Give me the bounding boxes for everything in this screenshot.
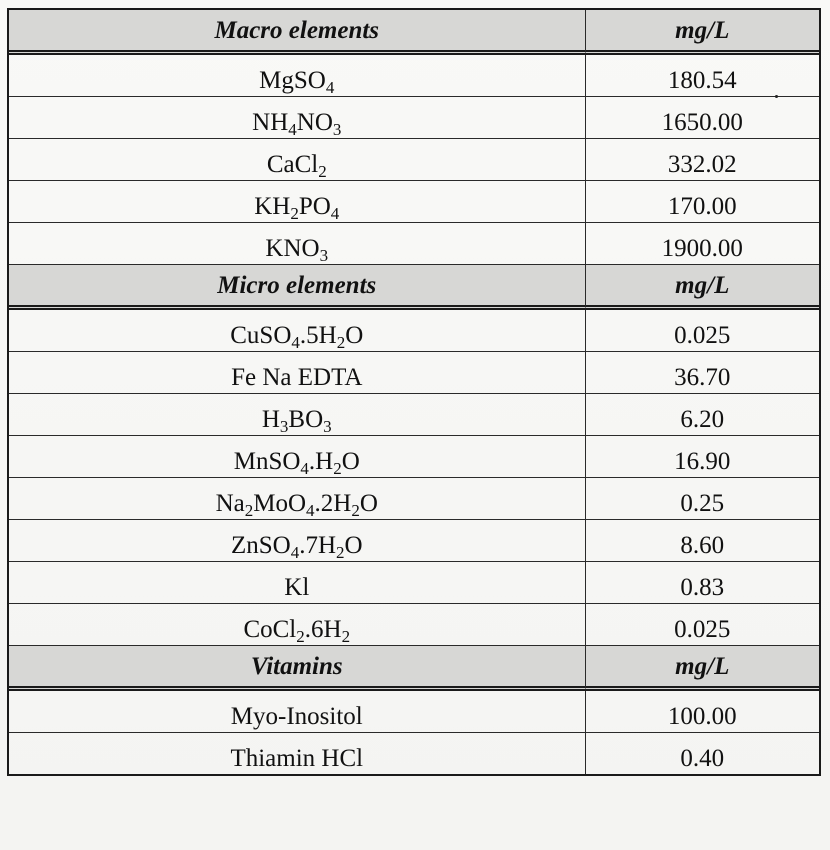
compound-cell [9,55,586,97]
formula-subscript: 3 [279,417,289,436]
formula-text: O [344,532,363,559]
table-row [9,394,819,436]
value-cell: 180.54 [586,55,819,97]
table-row [9,97,819,139]
formula-subscript: 4 [300,459,309,478]
section-title: Vitamins [9,646,586,691]
formula-text: Kl [284,574,310,601]
formula-text: .5H [299,322,337,349]
compound-cell [9,562,586,604]
formula-text: ZnSO [230,532,291,559]
table-row [9,478,819,520]
formula-subscript: 2 [318,162,327,181]
table-row [9,691,819,733]
formula-text: .7H [299,532,336,559]
table-row [9,223,819,265]
value-cell: 0.025 [586,604,819,646]
formula-subscript: 4 [288,120,297,139]
compound-cell [9,394,586,436]
formula-text: CaCl [266,151,319,178]
formula-text: .6H [304,616,342,643]
value-cell: 36.70 [586,352,819,394]
formula-text: O [341,448,360,475]
formula-subscript: 3 [332,120,342,139]
formula-subscript: 2 [333,459,342,478]
compound-cell [9,478,586,520]
formula-text: Thiamin HCl [230,745,364,772]
section-header-vitamins [9,646,819,691]
table-row [9,436,819,478]
table-row [9,55,819,97]
value-cell: 16.90 [586,436,819,478]
table-row [9,139,819,181]
formula-subscript: 2 [296,627,305,646]
unit-header: mg/L [586,646,819,691]
table-row [9,562,819,604]
value-cell: 100.00 [586,691,819,733]
formula-text: BO [288,406,324,433]
value-cell: 332.02 [586,139,819,181]
formula-text: Myo-Inositol [230,703,363,730]
compound-cell [9,733,586,774]
formula-subscript: 3 [323,417,332,436]
value-cell: 0.83 [586,562,819,604]
value-cell: 0.40 [680,745,725,772]
formula-text: H [261,406,280,433]
formula-text: O [345,322,364,349]
value-cell: 8.60 [586,520,819,562]
formula-subscript: 4 [290,543,300,562]
table-row [9,604,819,646]
formula-subscript: 4 [306,501,315,520]
compound-cell [9,436,586,478]
compound-cell [9,181,586,223]
formula-text: O [359,490,378,517]
formula-subscript: 2 [244,501,254,520]
value-cell: 1650.00 [586,97,819,139]
formula-text: NH [252,109,289,136]
table-row [9,733,819,774]
formula-subscript: 4 [330,204,340,223]
compound-cell [9,520,586,562]
section-header-micro-elements [9,265,819,310]
unit-header: mg/L [586,265,819,310]
formula-text: MnSO [233,448,301,475]
compound-cell [9,223,586,265]
media-composition-table [7,8,821,776]
formula-subscript: 2 [336,333,346,352]
formula-subscript: 2 [351,501,360,520]
formula-subscript: 4 [291,333,300,352]
formula-subscript: 2 [290,204,299,223]
formula-text: KH [254,193,291,220]
formula-subscript: 2 [336,543,345,562]
compound-cell [9,352,586,394]
section-header-macro-elements [9,10,819,55]
value-cell: 6.20 [586,394,819,436]
table-row [9,181,819,223]
table-row [9,310,819,352]
compound-cell [9,97,586,139]
formula-text: .H [308,448,334,475]
formula-text: MoO [253,490,307,517]
formula-subscript: 4 [325,78,335,97]
formula-text: Fe Na EDTA [231,364,363,391]
formula-subscript: 3 [319,246,329,265]
formula-subscript: 2 [341,627,351,646]
formula-text: .2H [314,490,352,517]
formula-text: PO [298,193,331,220]
section-title: Macro elements [9,10,586,55]
table-row [9,352,819,394]
formula-text: CuSO [230,322,292,349]
value-cell: 0.025 [586,310,819,352]
section-title: Micro elements [9,265,586,310]
compound-cell [9,310,586,352]
formula-text: MgSO [259,67,326,94]
table-row [9,520,819,562]
unit-header: mg/L [586,10,819,55]
formula-text: CoCl [243,616,297,643]
compound-cell [9,691,586,733]
compound-cell [9,139,586,181]
compound-cell [9,604,586,646]
formula-text: KNO [265,235,320,262]
value-cell: 0.25 [586,478,819,520]
value-cell: 1900.00 [586,223,819,265]
value-cell: 170.00 [586,181,819,223]
formula-text: Na [215,490,245,517]
stray-dot [775,95,778,98]
formula-text: NO [296,109,333,136]
